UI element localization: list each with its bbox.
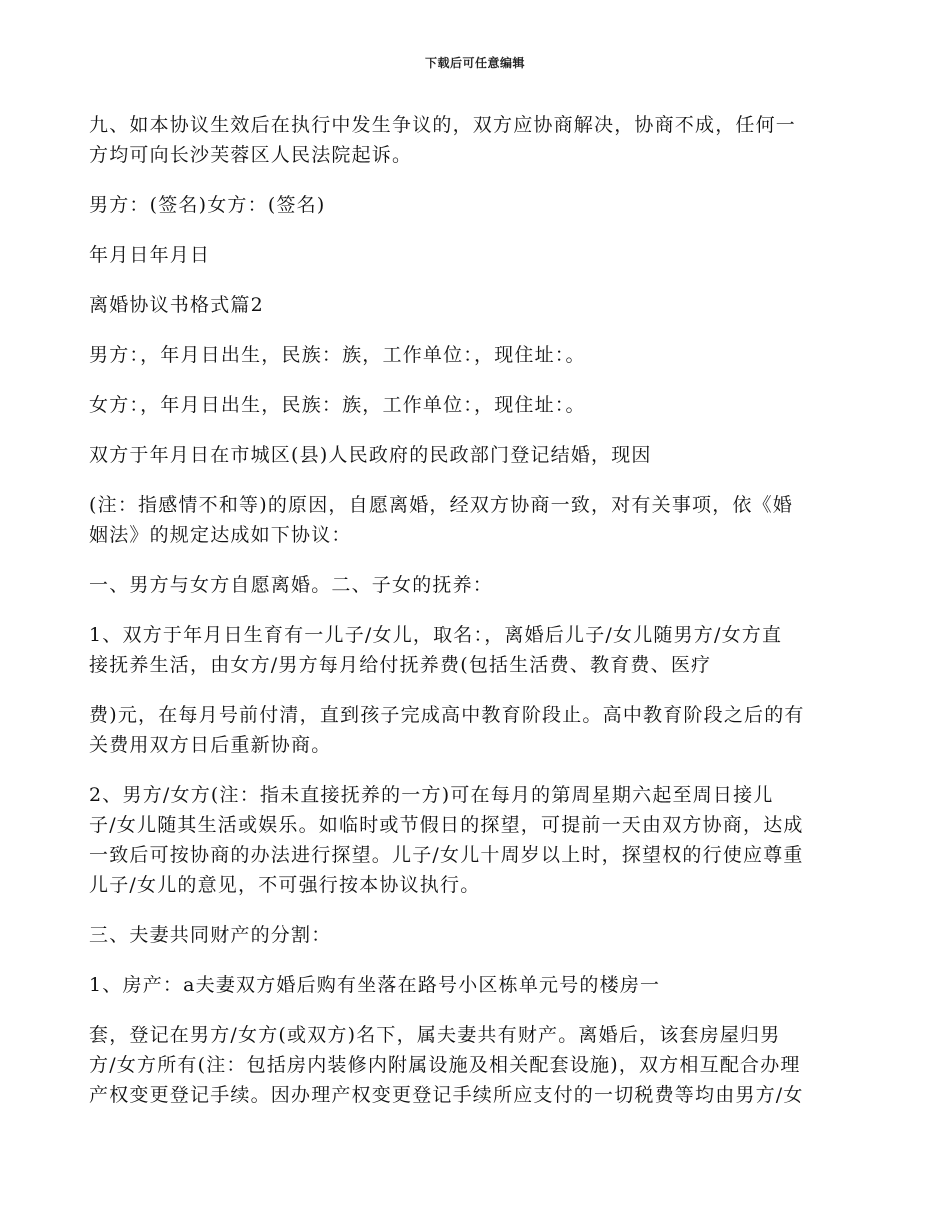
paragraph bbox=[89, 920, 859, 950]
text-line: 2、男方/女方(注：指未直接抚养的一方)可在每月的第周星期六起至周日接儿 bbox=[89, 784, 774, 806]
text-line: 离婚协议书格式篇2 bbox=[89, 294, 264, 316]
paragraph bbox=[89, 780, 859, 900]
text-line: 九、如本协议生效后在执行中发生争议的，双方应协商解决，协商不成，任何一 bbox=[89, 114, 797, 136]
text-line: 1、房产：a夫妻双方婚后购有坐落在路号小区栋单元号的楼房一 bbox=[89, 974, 661, 996]
text-line: 方均可向长沙芙蓉区人民法院起诉。 bbox=[89, 144, 413, 166]
document-body bbox=[89, 110, 859, 1130]
text-line: (注：指感情不和等)的原因，自愿离婚，经双方协商一致，对有关事项，依《婚 bbox=[89, 494, 794, 516]
text-line: 姻法》的规定达成如下协议： bbox=[89, 524, 352, 546]
paragraph bbox=[89, 290, 859, 320]
text-line: 双方于年月日在市城区(县)人民政府的民政部门登记结婚，现因 bbox=[89, 444, 652, 466]
paragraph bbox=[89, 700, 859, 760]
text-line: 关费用双方日后重新协商。 bbox=[89, 734, 332, 756]
text-line: 男方：(签名)女方：(签名) bbox=[89, 194, 326, 216]
paragraph bbox=[89, 440, 859, 470]
text-line: 男方：，年月日出生，民族：族，工作单位：，现住址：。 bbox=[89, 344, 586, 366]
text-line: 年月日年月日 bbox=[89, 244, 211, 266]
text-line: 儿子/女儿的意见，不可强行按本协议执行。 bbox=[89, 874, 481, 896]
paragraph bbox=[89, 490, 859, 550]
text-line: 产权变更登记手续。因办理产权变更登记手续所应支付的一切税费等均由男方/女 bbox=[89, 1084, 804, 1106]
paragraph bbox=[89, 240, 859, 270]
text-line: 子/女儿随其生活或娱乐。如临时或节假日的探望，可提前一天由双方协商，达成 bbox=[89, 814, 804, 836]
paragraph bbox=[89, 570, 859, 600]
text-line: 接抚养生活，由女方/男方每月给付抚养费(包括生活费、教育费、医疗 bbox=[89, 654, 712, 676]
paragraph bbox=[89, 340, 859, 370]
paragraph bbox=[89, 970, 859, 1000]
page-header: 下载后可任意编辑 bbox=[424, 56, 525, 70]
text-line: 一致后可按协商的办法进行探望。儿子/女儿十周岁以上时，探望权的行使应尊重 bbox=[89, 844, 804, 866]
text-line: 三、夫妻共同财产的分割： bbox=[89, 924, 332, 946]
text-line: 1、双方于年月日生育有一儿子/女儿，取名：，离婚后儿子/女儿随男方/女方直 bbox=[89, 624, 783, 646]
text-line: 费)元，在每月号前付清，直到孩子完成高中教育阶段止。高中教育阶段之后的有 bbox=[89, 704, 805, 726]
paragraph bbox=[89, 190, 859, 220]
paragraph bbox=[89, 620, 859, 680]
text-line: 女方：，年月日出生，民族：族，工作单位：，现住址：。 bbox=[89, 394, 586, 416]
paragraph bbox=[89, 1020, 859, 1110]
text-line: 方/女方所有(注：包括房内装修内附属设施及相关配套设施)，双方相互配合办理 bbox=[89, 1054, 801, 1076]
text-line: 套，登记在男方/女方(或双方)名下，属夫妻共有财产。离婚后，该套房屋归男 bbox=[89, 1024, 781, 1046]
paragraph bbox=[89, 390, 859, 420]
paragraph bbox=[89, 110, 859, 170]
text-line: 一、男方与女方自愿离婚。二、子女的抚养： bbox=[89, 574, 494, 596]
